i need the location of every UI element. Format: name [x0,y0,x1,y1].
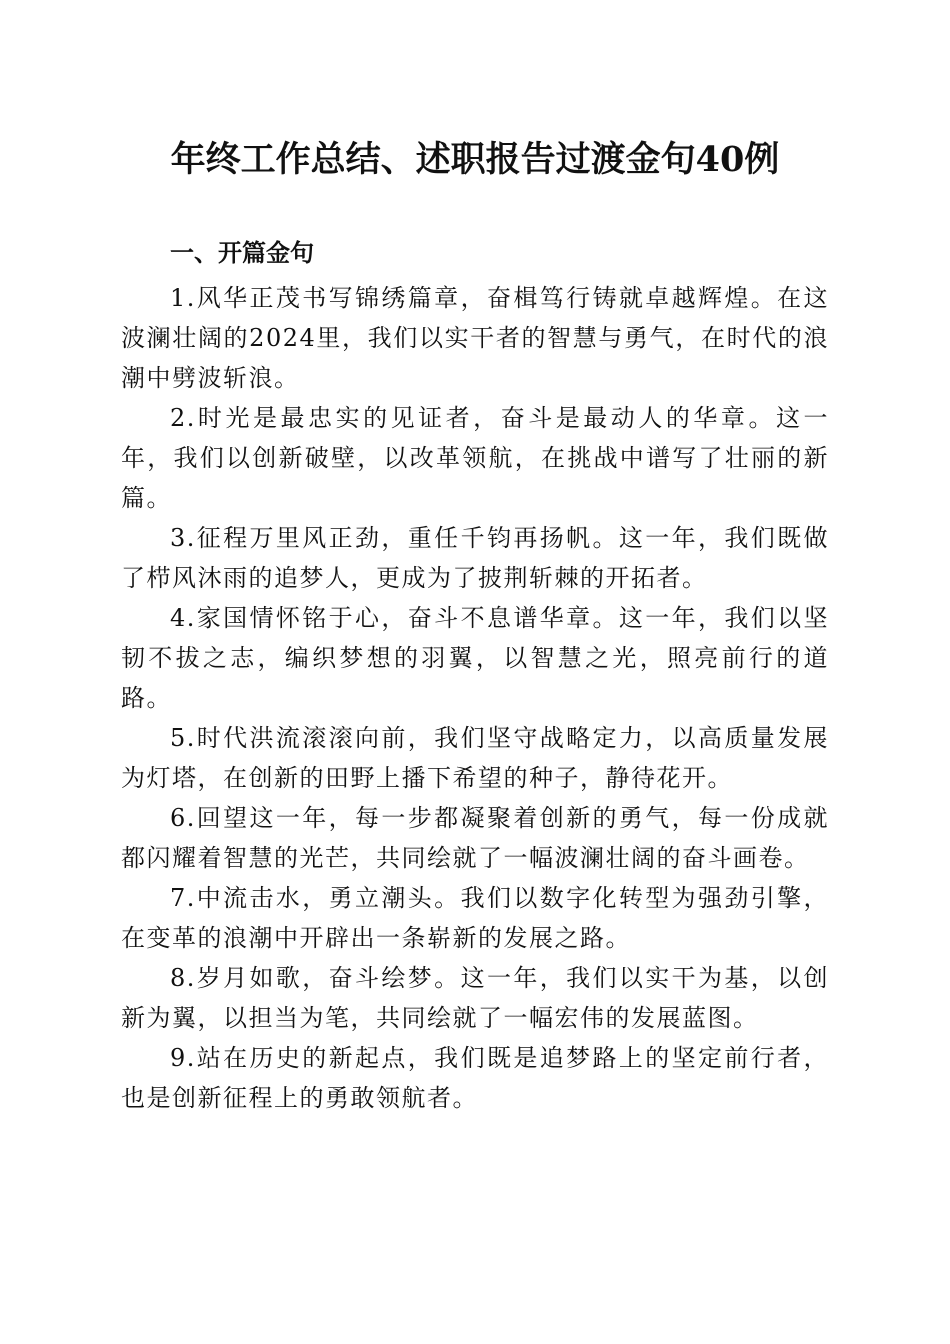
paragraph-item-7: 7.中流击水，勇立潮头。我们以数字化转型为强劲引擎，在变革的浪潮中开辟出一条崭新的发展之路。 [121,884,829,952]
paragraph-item-2: 2.时光是最忠实的见证者，奋斗是最动人的华章。这一年，我们以创新破壁，以改革领航，在挑战中谱写了壮丽的新篇。 [121,404,829,512]
document-title: 年终工作总结、述职报告过渡金句40例 [170,139,780,180]
paragraph-item-8: 8.岁月如歌，奋斗绘梦。这一年，我们以实干为基，以创新为翼，以担当为笔，共同绘就了一幅宏伟的发展蓝图。 [121,964,829,1032]
section-body [121,278,829,1118]
paragraph-item-4: 4.家国情怀铭于心，奋斗不息谱华章。这一年，我们以坚韧不拔之志，编织梦想的羽翼，以智慧之光，照亮前行的道路。 [121,604,829,712]
paragraph-item-5: 5.时代洪流滚滚向前，我们坚守战略定力，以高质量发展为灯塔，在创新的田野上播下希望的种子，静待花开。 [121,724,829,792]
paragraph-item-9: 9.站在历史的新起点，我们既是追梦路上的坚定前行者，也是创新征程上的勇敢领航者。 [121,1044,829,1112]
paragraph-item-1: 1.风华正茂书写锦绣篇章，奋楫笃行铸就卓越辉煌。在这波澜壮阔的2024里，我们以实干者的智慧与勇气，在时代的浪潮中劈波斩浪。 [121,284,829,392]
section-heading: 一、开篇金句 [170,239,314,267]
paragraph-item-3: 3.征程万里风正劲，重任千钧再扬帆。这一年，我们既做了栉风沐雨的追梦人，更成为了披荆斩棘的开拓者。 [121,524,829,592]
paragraph-item-6: 6.回望这一年，每一步都凝聚着创新的勇气，每一份成就都闪耀着智慧的光芒，共同绘就了一幅波澜壮阔的奋斗画卷。 [121,804,829,872]
